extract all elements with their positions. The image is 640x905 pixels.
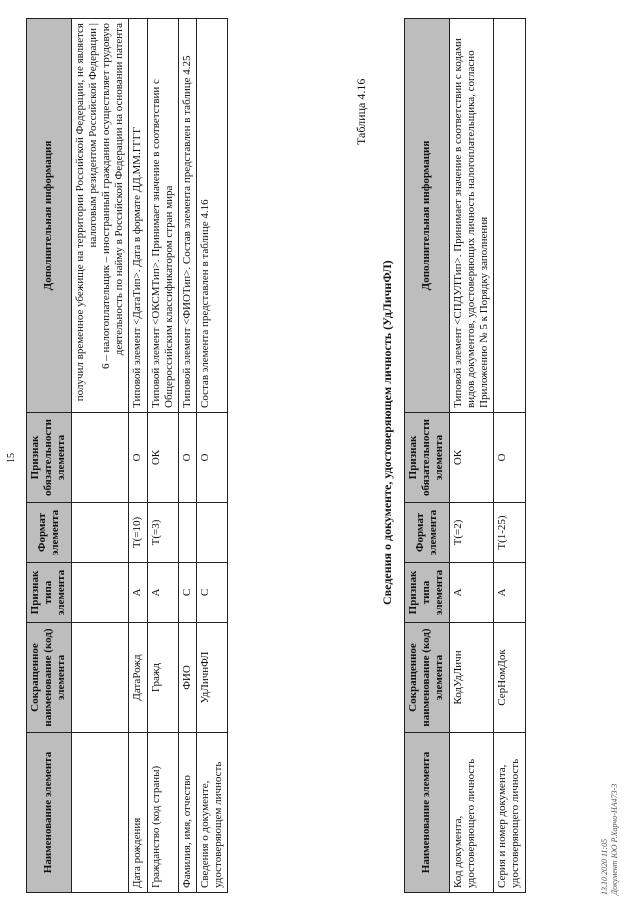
header-format: Формат элемента — [405, 503, 450, 563]
table-row: Сведения о документе, удостоверяющем личность УдЛичнФЛ С О Состав элемента представлен в таблице 4.16 — [197, 19, 228, 893]
table-row: Код документа, удостоверяющего личность КодУдЛичн А T(=2) ОК Типовой элемент <СПДУЛТип>. Принимает значение в соответствии с кодами видов документов, удостоверяющих личность налогоплательщика, согласно Приложению № 5 к Порядку заполнения — [449, 19, 494, 893]
table-caption: Сведения о документе, удостоверяющем личность (УдЛичнФЛ) — [380, 260, 394, 605]
table-row: Серия и номер документа, удостоверяющего личность СерНомДок А T(1-25) О — [494, 19, 525, 893]
header-type: Признак типа элемента — [27, 563, 72, 623]
header-name: Наименование элемента — [405, 733, 450, 893]
header-type: Признак типа элемента — [405, 563, 450, 623]
header-code: Сокращенное наименование (код) элемента — [27, 623, 72, 733]
table-header-row — [405, 19, 450, 893]
header-code: Сокращенное наименование (код) элемента — [405, 623, 450, 733]
header-format: Формат элемента — [27, 503, 72, 563]
header-info: Дополнительная информация — [405, 19, 450, 413]
table-4-16 — [404, 18, 526, 893]
header-name: Наименование элемента — [27, 733, 72, 893]
table-continuation — [26, 18, 228, 893]
table-header-row — [27, 19, 72, 893]
table-row: Гражданство (код страны) Гражд А T(=3) ОК Типовой элемент <ОКСМТип>. Принимает значение в соответствии с Общероссийским классификатором стран мира — [147, 19, 178, 893]
table-number: Таблица 4.16 — [354, 78, 368, 145]
header-required: Признак обязательности элемента — [405, 413, 450, 503]
table-row: Дата рождения ДатаРожд А T(=10) О Типовой элемент <ДатаТип>. Дата в формате ДД.ММ.ГГГГ — [129, 19, 147, 893]
table-row: Фамилия, имя, отчество ФИО С О Типовой элемент <ФИОТип>. Состав элемента представлен в таблице 4.25 — [178, 19, 196, 893]
continuation-cell: получил временное убежище на территории Российской Федерации, не является налоговым резидентом Российской Федерации | 6 – налогоплательщик – иностранный гражданин осуществляет трудовую деятельность по найму в Российской Федерации на основании патента — [71, 19, 129, 413]
header-info: Дополнительная информация — [27, 19, 72, 413]
header-required: Признак обязательности элемента — [27, 413, 72, 503]
page-number: 15 — [6, 453, 17, 463]
table-row — [71, 19, 129, 893]
footer-stamp: 13.10.2020 11:05 Документ ЮО Р.Харчо-НА473-3 — [600, 783, 619, 895]
